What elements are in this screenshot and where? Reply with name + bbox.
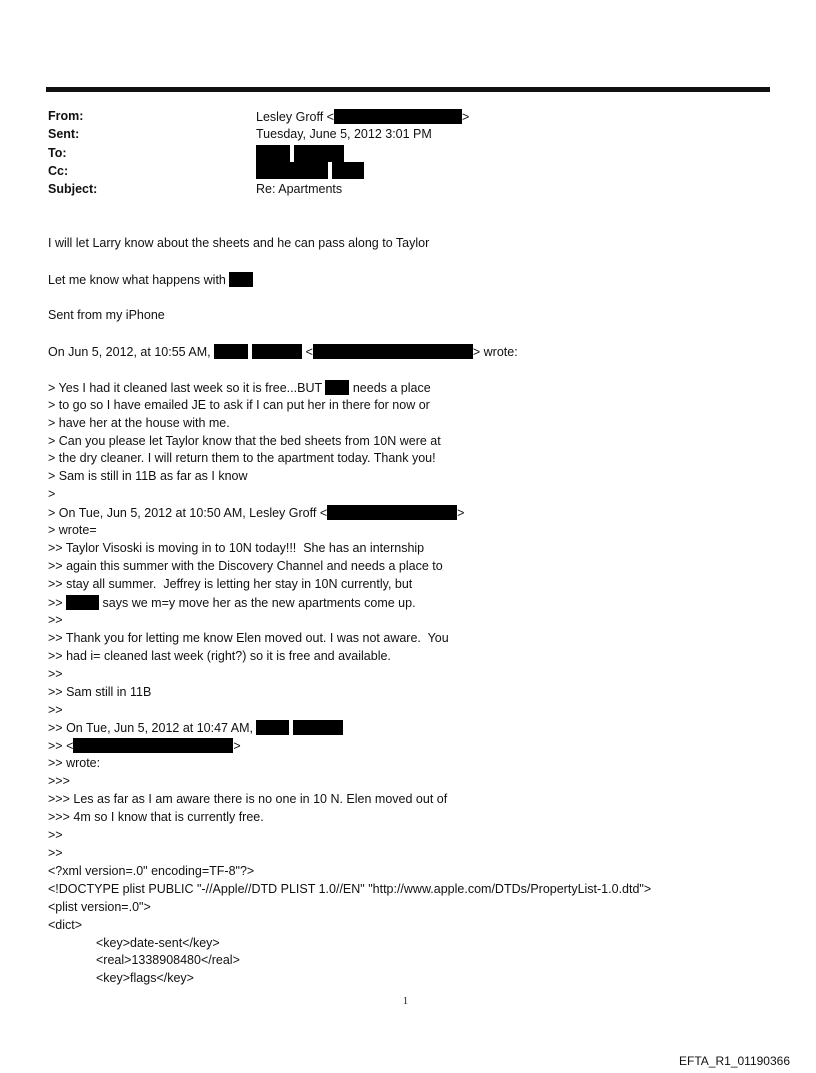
redaction-block — [325, 380, 349, 395]
body-text: >> On Tue, Jun 5, 2012 at 10:47 AM, — [48, 721, 257, 735]
body-text: > Yes I had it cleaned last week so it is free...BUT — [48, 381, 326, 395]
redaction-block — [229, 272, 253, 287]
body-text: > On Tue, Jun 5, 2012 at 10:50 AM, Lesley Groff < — [48, 506, 328, 520]
quote-line: > the dry cleaner. I will return them to the apartment today. Thank you! — [48, 451, 436, 465]
body-text: >> < — [48, 739, 74, 753]
quote-line: > Sam is still in 11B as far as I know — [48, 469, 248, 483]
xml-line: <real>1338908480</real> — [96, 953, 240, 967]
from-name: Lesley Groff < — [256, 110, 334, 124]
document-id: EFTA_R1_01190366 — [679, 1054, 790, 1068]
quote-line: > to go so I have emailed JE to ask if I can put her in there for now or — [48, 398, 430, 412]
body-line: I will let Larry know about the sheets and he can pass along to Taylor — [48, 236, 430, 250]
xml-line: <plist version=.0"> — [48, 900, 151, 914]
quote-line: >> — [48, 846, 63, 860]
subject-label: Subject: — [48, 182, 98, 196]
quote-line: >>> Les as far as I am aware there is no one in 10 N. Elen moved out of — [48, 792, 448, 806]
redaction-block — [256, 145, 290, 162]
quote-line: > Can you please let Taylor know that the bed sheets from 10N were at — [48, 434, 441, 448]
quote-line: >> Thank you for letting me know Elen moved out. I was not aware. You — [48, 631, 449, 645]
from-label: From: — [48, 109, 84, 123]
quote-line: >> wrote: — [48, 756, 101, 770]
quote-line: >> — [48, 667, 63, 681]
quote-line — [48, 738, 241, 753]
quote-line — [48, 380, 431, 395]
redaction-block — [334, 109, 462, 124]
to-value — [256, 145, 344, 162]
xml-line: <!DOCTYPE plist PUBLIC "-//Apple//DTD PLIST 1.0//EN" "http://www.apple.com/DTDs/PropertyList-1.0.dtd"> — [48, 882, 652, 896]
body-text: > — [457, 506, 465, 520]
quote-line: > — [48, 487, 56, 501]
redaction-block — [252, 344, 302, 359]
redaction-block — [66, 595, 99, 610]
cc-label: Cc: — [48, 164, 69, 178]
quote-line: >> Taylor Visoski is moving in to 10N today!!! She has an internship — [48, 541, 425, 555]
body-text: > — [233, 739, 241, 753]
xml-line: <key>date-sent</key> — [96, 936, 220, 950]
body-text: > wrote: — [472, 345, 518, 359]
redaction-block — [293, 720, 343, 735]
xml-line: <dict> — [48, 918, 83, 932]
body-text: >> — [48, 596, 67, 610]
redaction-block — [214, 344, 248, 359]
quote-line: >> — [48, 613, 63, 627]
redaction-block — [256, 162, 328, 179]
body-text: On Jun 5, 2012, at 10:55 AM, — [48, 345, 215, 359]
quote-line — [48, 720, 343, 735]
quote-line — [48, 505, 464, 520]
body-text: Let me know what happens with — [48, 273, 230, 287]
quote-line: >> stay all summer. Jeffrey is letting her stay in 10N currently, but — [48, 577, 413, 591]
quote-line: >>> 4m so I know that is currently free. — [48, 810, 264, 824]
from-close: > — [461, 110, 470, 124]
to-label: To: — [48, 146, 67, 160]
redaction-block — [332, 162, 364, 179]
header-rule — [46, 87, 770, 92]
body-text: < — [302, 345, 313, 359]
redaction-block — [313, 344, 473, 359]
subject-value: Re: Apartments — [256, 182, 343, 196]
redaction-block — [256, 720, 289, 735]
redaction-block — [294, 145, 344, 162]
xml-line: <key>flags</key> — [96, 971, 194, 985]
redaction-block — [327, 505, 457, 520]
quote-line: >> again this summer with the Discovery Channel and needs a place to — [48, 559, 443, 573]
xml-line: <?xml version=.0" encoding=TF-8"?> — [48, 864, 255, 878]
quote-line: > have her at the house with me. — [48, 416, 230, 430]
quote-line: > wrote= — [48, 523, 97, 537]
quote-line: >> — [48, 828, 63, 842]
cc-value — [256, 162, 364, 179]
quote-line — [48, 595, 416, 610]
body-line — [48, 272, 253, 287]
sent-label: Sent: — [48, 127, 80, 141]
quote-line: >>> — [48, 774, 70, 788]
sent-value: Tuesday, June 5, 2012 3:01 PM — [256, 127, 432, 141]
quote-line: >> Sam still in 11B — [48, 685, 152, 699]
body-line — [48, 344, 518, 359]
body-line: Sent from my iPhone — [48, 308, 165, 322]
body-text: needs a place — [349, 381, 431, 395]
quote-line: >> — [48, 703, 63, 717]
quote-line: >> had i= cleaned last week (right?) so it is free and available. — [48, 649, 391, 663]
page-number: 1 — [403, 996, 408, 1007]
from-value — [256, 109, 469, 124]
redaction-block — [73, 738, 233, 753]
body-text: says we m=y move her as the new apartments come up. — [99, 596, 416, 610]
